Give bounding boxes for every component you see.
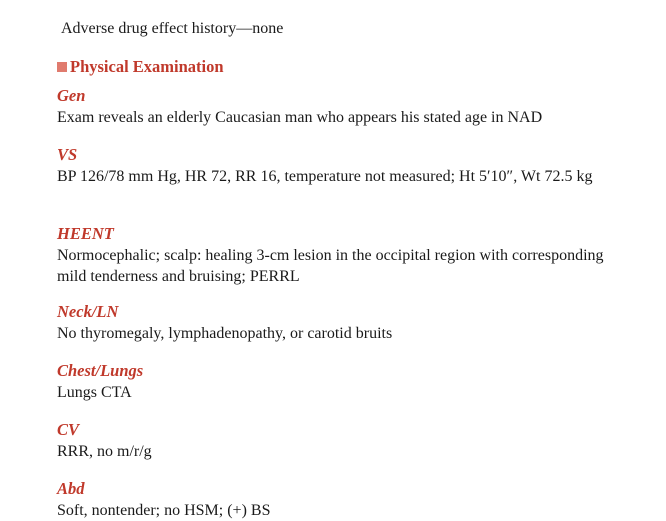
entry-chest-lungs (57, 360, 627, 403)
entry-label: Abd (57, 479, 85, 498)
entry-text: Exam reveals an elderly Caucasian man who appears his stated age in NAD (57, 109, 543, 126)
bullet-square-icon (57, 62, 67, 72)
entry-text: Lungs CTA (57, 384, 132, 401)
entry-label: CV (57, 420, 80, 439)
entry-label: HEENT (57, 224, 114, 243)
entry-gen (57, 85, 627, 128)
entry-text: Soft, nontender; no HSM; (+) BS (57, 502, 271, 519)
entry-label: Gen (57, 86, 86, 105)
entry-text: RRR, no m/r/g (57, 443, 152, 460)
entry-label: Chest/Lungs (57, 361, 144, 380)
entry-label: Neck/LN (57, 302, 119, 321)
adverse-drug-history-line: Adverse drug effect history—none (61, 20, 284, 37)
entry-label: VS (57, 145, 78, 164)
entry-neck-ln (57, 301, 627, 344)
entry-cv (57, 419, 627, 462)
entry-heent (57, 223, 627, 287)
entry-abd (57, 478, 627, 521)
section-title: Physical Examination (70, 57, 224, 76)
entry-text: BP 126/78 mm Hg, HR 72, RR 16, temperature not measured; Ht 5′10″, Wt 72.5 kg (57, 168, 593, 185)
entry-text: No thyromegaly, lymphadenopathy, or carotid bruits (57, 325, 393, 342)
entry-vs (57, 144, 627, 187)
section-heading (57, 57, 224, 77)
entry-text: Normocephalic; scalp: healing 3-cm lesion in the occipital region with corresponding mild tenderness and bruising; PERRL (57, 247, 604, 285)
